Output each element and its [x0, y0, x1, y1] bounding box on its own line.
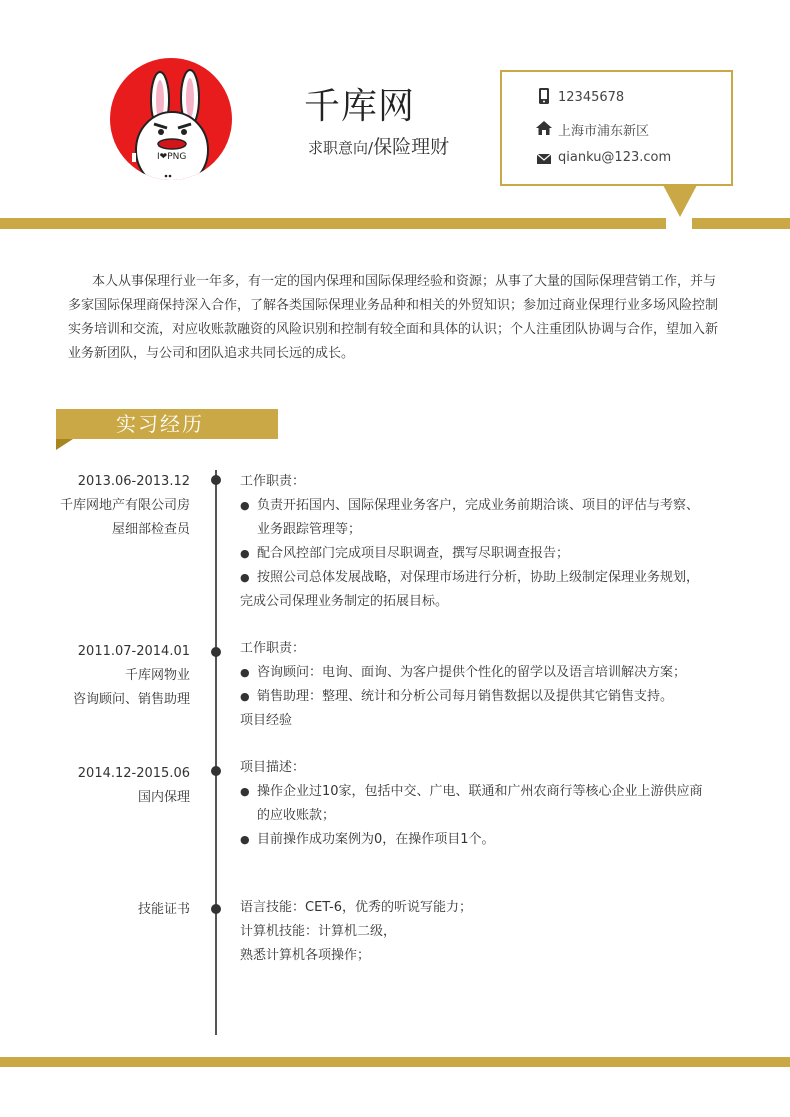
bullet-icon: ●	[240, 666, 250, 679]
list-item: ● 负责开拓国内、国际保理业务客户，完成业务前期洽谈、项目的评估与考察、业务跟踪管理等；	[240, 494, 710, 542]
entry-heading: 工作职责：	[240, 641, 306, 656]
list-item: ● 按照公司总体发展战略，对保理市场进行分析，协助上级制定保理业务规划，	[240, 566, 710, 590]
bullet-icon: ●	[240, 571, 250, 584]
timeline-dot	[211, 647, 221, 657]
skill-line: 计算机技能：计算机二级，	[240, 924, 397, 939]
section-header	[56, 409, 278, 439]
entry-detail	[240, 756, 710, 852]
section-title: 实习经历	[116, 412, 204, 436]
job-intent	[308, 132, 449, 159]
mail-icon	[536, 151, 552, 167]
timeline-line	[215, 470, 217, 1035]
bullet-icon: ●	[240, 547, 250, 560]
entry-date: 2013.06-2013.12	[77, 474, 190, 489]
list-item: ● 配合风控部门完成项目尽职调查，撰写尽职调查报告；	[240, 542, 710, 566]
bullet-icon: ●	[240, 499, 250, 512]
entry-meta	[40, 762, 190, 810]
section-fold	[56, 439, 73, 450]
skill-line: 语言技能：CET-6，优秀的听说写能力；	[240, 900, 473, 915]
bullet-icon: ●	[240, 833, 250, 846]
header-divider-right	[692, 218, 790, 229]
timeline-dot	[211, 766, 221, 776]
home-icon	[536, 120, 552, 136]
bullet-icon: ●	[240, 690, 250, 703]
contact-email: qianku@123.com	[558, 150, 672, 165]
entry-heading: 工作职责：	[240, 474, 306, 489]
list-item: ● 咨询顾问：电询、面询、为客户提供个性化的留学以及语言培训解决方案；	[240, 661, 710, 685]
list-item: ● 销售助理：整理、统计和分析公司每月销售数据以及提供其它销售支持。	[240, 685, 710, 709]
entry-company: 千库网物业	[124, 668, 190, 683]
job-intent-value: 保险理财	[373, 136, 450, 158]
entry-meta	[40, 640, 190, 712]
entry-date: 2011.07-2014.01	[77, 644, 190, 659]
skills-detail	[240, 896, 710, 968]
avatar	[110, 58, 232, 180]
skills-label: 技能证书	[137, 902, 190, 917]
entry-heading: 项目描述：	[240, 760, 306, 775]
entry-detail	[240, 470, 710, 614]
timeline-dot	[211, 475, 221, 485]
entry-date: 2014.12-2015.06	[77, 766, 190, 781]
list-item: ● 操作企业过10家，包括中交、广电、联通和广州农商行等核心企业上游供应商的应收账款；	[240, 780, 710, 828]
page-title: 千库网	[304, 86, 416, 127]
contact-pointer	[663, 185, 697, 217]
entry-meta	[40, 470, 190, 542]
avatar-caption: I❤PNG	[157, 152, 187, 162]
entry-detail	[240, 637, 710, 733]
entry-company: 千库网地产有限公司房屋细部检查员	[59, 498, 190, 537]
contact-address: 上海市浦东新区	[558, 124, 650, 139]
timeline-dot	[211, 904, 221, 914]
skill-line: 熟悉计算机各项操作；	[240, 948, 371, 963]
phone-icon	[536, 88, 552, 104]
self-summary: 本人从事保理行业一年多，有一定的国内保理和国际保理经验和资源；从事了大量的国际保理营销工作，并与多家国际保理商保持深入合作，了解各类国际保理业务品种和相关的外贸知识；参加过商业保理行业多场风险控制实务培训和交流，对应收账款融资的风险识别和控制有较全面和具体的认识；个人注重团队协调与合作，望加入新业务新团队，与公司和团队追求共同长远的成长。	[68, 274, 719, 361]
footer-divider	[0, 1057, 790, 1067]
header-divider	[0, 218, 666, 229]
entry-company: 国内保理	[137, 790, 190, 805]
entry-tail: 项目经验	[240, 713, 293, 728]
entry-role: 咨询顾问、销售助理	[72, 692, 190, 707]
list-item: ● 目前操作成功案例为0，在操作项目1个。	[240, 828, 710, 852]
contact-phone: 12345678	[558, 90, 625, 105]
entry-tail: 完成公司保理业务制定的拓展目标。	[240, 594, 449, 609]
bunny-mascot-icon	[110, 58, 232, 180]
job-intent-label: 求职意向/	[308, 139, 374, 157]
bullet-icon: ●	[240, 785, 250, 798]
